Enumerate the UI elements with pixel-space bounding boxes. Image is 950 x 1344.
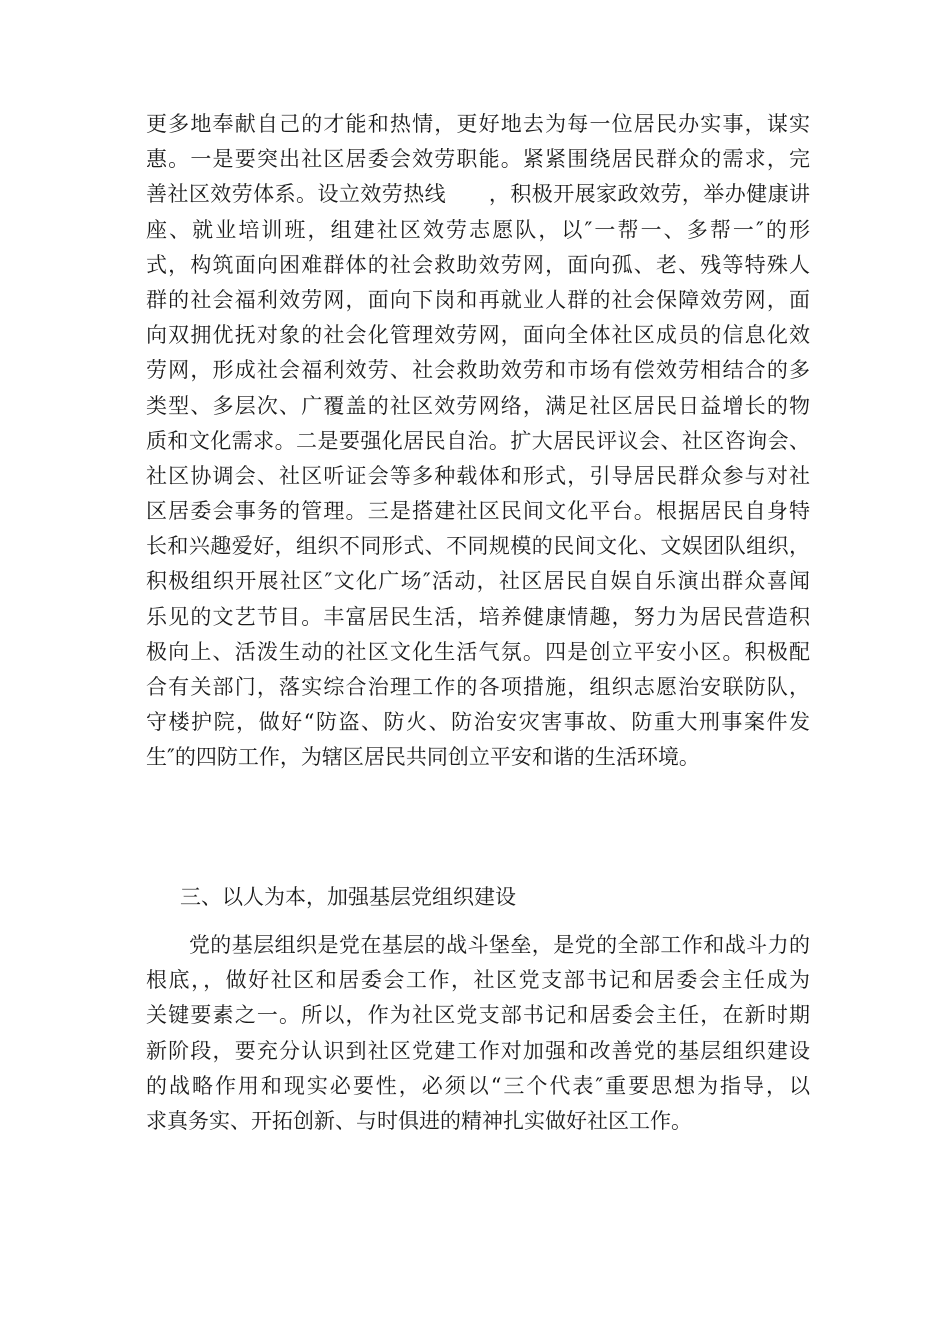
paragraph-line: 质和文化需求。二是要强化居民自治。扩大居民评议会、社区咨询会、 xyxy=(146,428,810,453)
paragraph-line: 惠。一是要突出社区居委会效劳职能。紧紧围绕居民群众的需求，完 xyxy=(146,147,810,172)
paragraph-line: 向双拥优抚对象的社会化管理效劳网，面向全体社区成员的信息化效 xyxy=(146,323,810,348)
paragraph-line: 劳网，形成社会福利效劳、社会救助效劳和市场有偿效劳相结合的多 xyxy=(146,358,810,383)
paragraph-line: 关键要素之一。所以，作为社区党支部书记和居委会主任，在新时期 xyxy=(146,1003,810,1028)
paragraph-line: 式，构筑面向困难群体的社会救助效劳网，面向孤、老、残等特殊人 xyxy=(146,252,810,277)
paragraph-line: 新阶段，要充分认识到社区党建工作对加强和改善党的基层组织建设 xyxy=(146,1038,810,1063)
paragraph-line: 合有关部门，落实综合治理工作的各项措施，组织志愿治安联防队， xyxy=(146,675,810,699)
paragraph-line: 党的基层组织是党在基层的战斗堡垒，是党的全部工作和战斗力的 xyxy=(146,933,810,957)
paragraph-line: 群的社会福利效劳网，面向下岗和再就业人群的社会保障效劳网，面 xyxy=(146,287,810,312)
paragraph-line: 长和兴趣爱好，组织不同形式、不同规模的民间文化、文娱团队组织， xyxy=(146,534,810,559)
paragraph-line: 极向上、活泼生动的社区文化生活气氛。四是创立平安小区。积极配 xyxy=(146,639,810,664)
paragraph-line: 更多地奉献自己的才能和热情，更好地去为每一位居民办实事，谋实 xyxy=(146,112,810,136)
paragraph-line: 根底，，做好社区和居委会工作，社区党支部书记和居委会主任成为 xyxy=(146,968,810,993)
paragraph-line: 社区协调会、社区听证会等多种载体和形式，引导居民群众参与对社 xyxy=(146,463,810,488)
paragraph-line: 善社区效劳体系。设立效劳热线 ，积极开展家政效劳，举办健康讲 xyxy=(146,182,810,207)
paragraph-line: 区居委会事务的管理。三是搭建社区民间文化平台。根据居民自身特 xyxy=(146,499,810,524)
paragraph-line: 乐见的文艺节目。丰富居民生活，培养健康情趣，努力为居民营造积 xyxy=(146,604,810,629)
paragraph-2 xyxy=(146,928,810,1139)
paragraph-line: 类型、多层次、广覆盖的社区效劳网络，满足社区居民日益增长的物 xyxy=(146,393,810,418)
paragraph-1 xyxy=(146,107,810,776)
paragraph-line: 座、就业培训班，组建社区效劳志愿队，以″一帮一、多帮一″的形 xyxy=(146,217,810,242)
paragraph-line: 的战略作用和现实必要性，必须以“三个代表″重要思想为指导，以 xyxy=(146,1073,810,1098)
paragraph-line: 积极组织开展社区″文化广场″活动，社区居民自娱自乐演出群众喜闻 xyxy=(146,569,810,594)
paragraph-line: 守楼护院，做好“防盗、防火、防治安灾害事故、防重大刑事案件发 xyxy=(146,710,810,735)
paragraph-line: 生″的四防工作，为辖区居民共同创立平安和谐的生活环境。 xyxy=(146,745,700,770)
section-heading: 三、以人为本，加强基层党组织建设 xyxy=(180,885,516,909)
paragraph-line: 求真务实、开拓创新、与时俱进的精神扎实做好社区工作。 xyxy=(146,1108,692,1133)
